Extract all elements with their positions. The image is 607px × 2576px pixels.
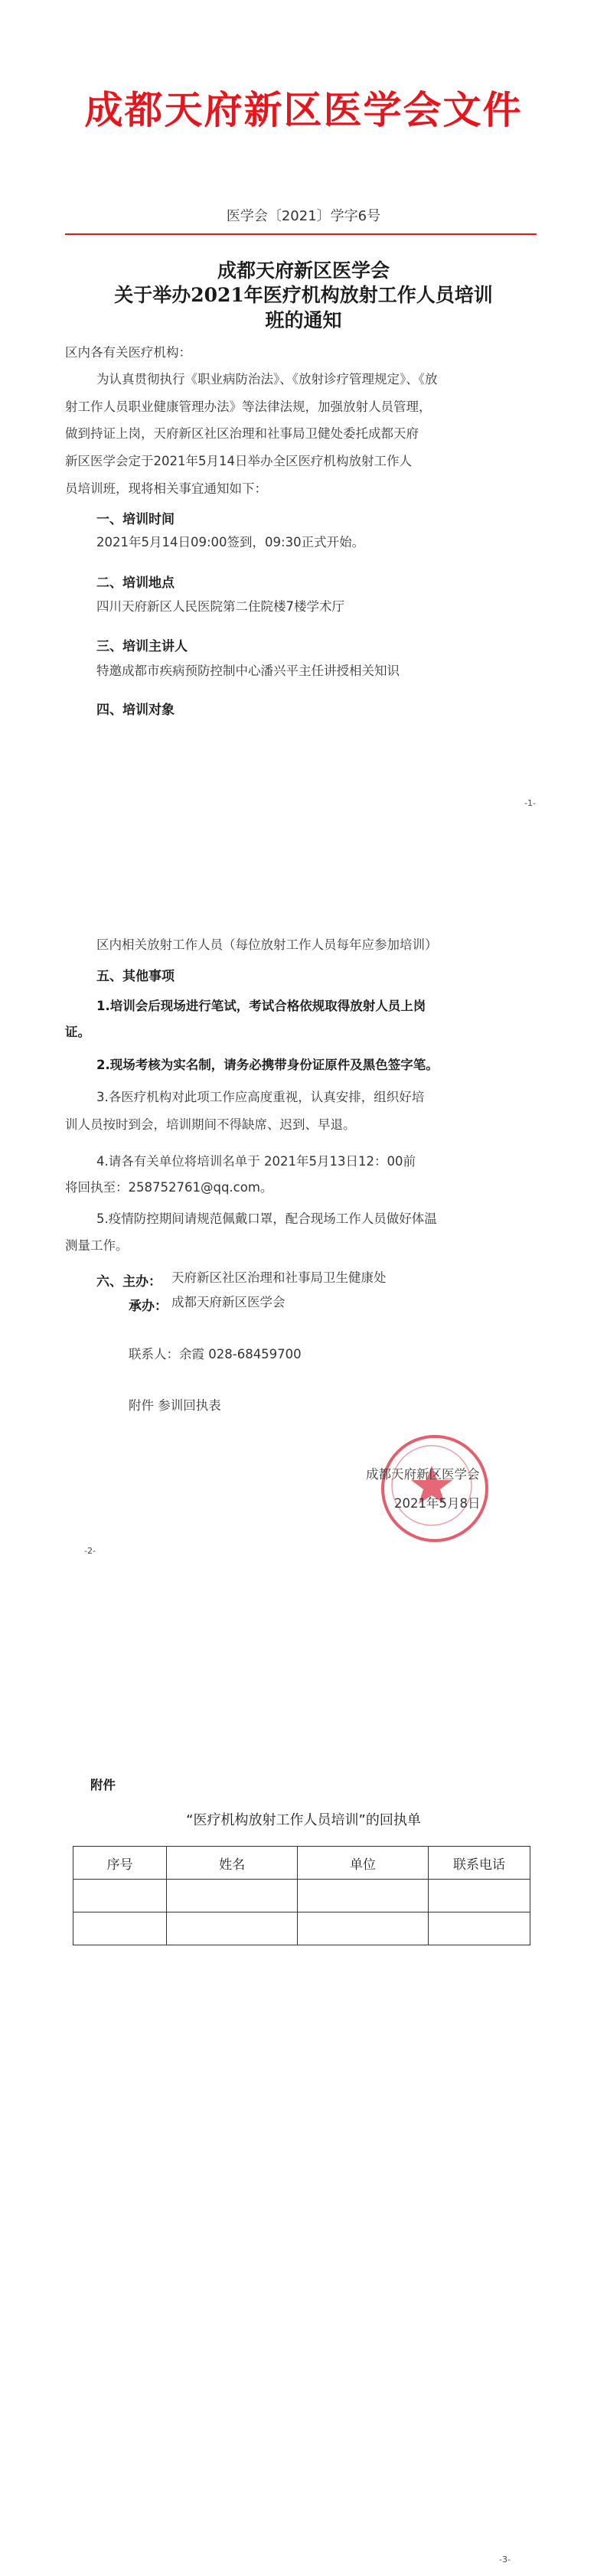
intro-line-2: 射工作人员职业健康管理办法》等法律法规，加强放射人员管理， bbox=[65, 399, 432, 414]
section-2-text: 四川天府新区人民医院第二住院楼7楼学术厅 bbox=[96, 599, 344, 614]
letterhead-red-rule bbox=[65, 233, 537, 235]
attachment-note: 附件 参训回执表 bbox=[129, 1398, 221, 1413]
appendix-title: “医疗机构放射工作人员培训”的回执单 bbox=[186, 1812, 421, 1828]
header-unit: 单位 bbox=[298, 1847, 429, 1880]
page-1 bbox=[0, 0, 607, 808]
official-seal bbox=[381, 1435, 488, 1542]
table-cell[interactable] bbox=[298, 1880, 429, 1912]
notice-title-line-3: 班的通知 bbox=[265, 309, 342, 331]
table-cell[interactable] bbox=[73, 1880, 167, 1912]
table-row bbox=[73, 1880, 530, 1912]
header-name: 姓名 bbox=[167, 1847, 298, 1880]
notice-title-line-2: 关于举办2021年医疗机构放射工作人员培训 bbox=[114, 284, 493, 306]
page-3 bbox=[0, 1707, 607, 2576]
salutation: 区内各有关医疗机构： bbox=[65, 345, 191, 360]
item-3-line-2: 训人员按时到会，培训期间不得缺席、迟到、早退。 bbox=[65, 1117, 356, 1132]
table-row bbox=[73, 1912, 530, 1945]
receipt-table bbox=[73, 1846, 530, 1945]
organizer-label: 承办： bbox=[129, 1299, 168, 1314]
page-number-3: -3- bbox=[499, 2555, 511, 2565]
section-4-text: 区内相关放射工作人员（每位放射工作人员每年应参加培训） bbox=[96, 937, 438, 952]
section-2-heading: 二、培训地点 bbox=[96, 576, 175, 591]
section-1-text: 2021年5月14日09:00签到，09:30正式开始。 bbox=[96, 535, 365, 549]
item-2: 2.现场考核为实名制，请务必携带身份证原件及黑色签字笔。 bbox=[96, 1058, 439, 1072]
section-3-text: 特邀成都市疾病预防控制中心潘兴平主任讲授相关知识 bbox=[96, 664, 400, 678]
letterhead-title: 成都天府新区医学会文件 bbox=[84, 87, 523, 132]
table-cell[interactable] bbox=[73, 1912, 167, 1945]
page-2 bbox=[0, 872, 607, 1645]
section-4-heading: 四、培训对象 bbox=[96, 703, 175, 718]
item-1-line-1: 1.培训会后现场进行笔试，考试合格依规取得放射人员上岗 bbox=[96, 999, 426, 1013]
contact: 联系人：余霞 028-68459700 bbox=[129, 1347, 302, 1361]
section-1-heading: 一、培训时间 bbox=[96, 512, 175, 527]
document-number: 医学会〔2021〕学字6号 bbox=[226, 208, 381, 224]
intro-line-1: 为认真贯彻执行《职业病防治法》、《放射诊疗管理规定》、《放 bbox=[96, 372, 438, 386]
table-cell[interactable] bbox=[167, 1880, 298, 1912]
host-label: 六、主办： bbox=[96, 1274, 162, 1290]
header-serial: 序号 bbox=[73, 1847, 167, 1880]
item-5-line-2: 测量工作。 bbox=[65, 1238, 129, 1253]
host-value: 天府新区社区治理和社事局卫生健康处 bbox=[171, 1270, 387, 1285]
signature-date: 2021年5月8日 bbox=[394, 1496, 481, 1511]
header-phone: 联系电话 bbox=[428, 1847, 530, 1880]
table-cell[interactable] bbox=[428, 1912, 530, 1945]
section-3-heading: 三、培训主讲人 bbox=[96, 639, 188, 654]
item-5-line-1: 5.疫情防控期间请规范佩戴口罩，配合现场工作人员做好体温 bbox=[96, 1211, 437, 1226]
section-5-heading: 五、其他事项 bbox=[96, 969, 175, 984]
notice-title-line-1: 成都天府新区医学会 bbox=[217, 259, 390, 282]
item-3-line-1: 3.各医疗机构对此项工作应高度重视，认真安排，组织好培 bbox=[96, 1090, 425, 1104]
organizer-value: 成都天府新区医学会 bbox=[171, 1295, 286, 1309]
appendix-label: 附件 bbox=[90, 1778, 116, 1792]
table-header-row bbox=[73, 1847, 530, 1880]
item-4-line-1: 4.请各有关单位将培训名单于 2021年5月13日12：00前 bbox=[96, 1154, 416, 1169]
signature-org: 成都天府新区医学会 bbox=[366, 1467, 480, 1482]
intro-line-5: 员培训班，现将相关事宜通知如下： bbox=[65, 481, 267, 496]
table-cell[interactable] bbox=[167, 1912, 298, 1945]
item-1-line-2: 证。 bbox=[65, 1025, 90, 1039]
table-cell[interactable] bbox=[298, 1912, 429, 1945]
item-4-line-2: 将回执至：258752761@qq.com。 bbox=[65, 1180, 273, 1195]
page-number-2: -2- bbox=[84, 1546, 96, 1556]
intro-line-3: 做到持证上岗，天府新区社区治理和社事局卫健处委托成都天府 bbox=[65, 426, 419, 441]
page-number-1: -1- bbox=[524, 798, 536, 808]
intro-line-4: 新区医学会定于2021年5月14日举办全区医疗机构放射工作人 bbox=[65, 454, 412, 468]
table-cell[interactable] bbox=[428, 1880, 530, 1912]
